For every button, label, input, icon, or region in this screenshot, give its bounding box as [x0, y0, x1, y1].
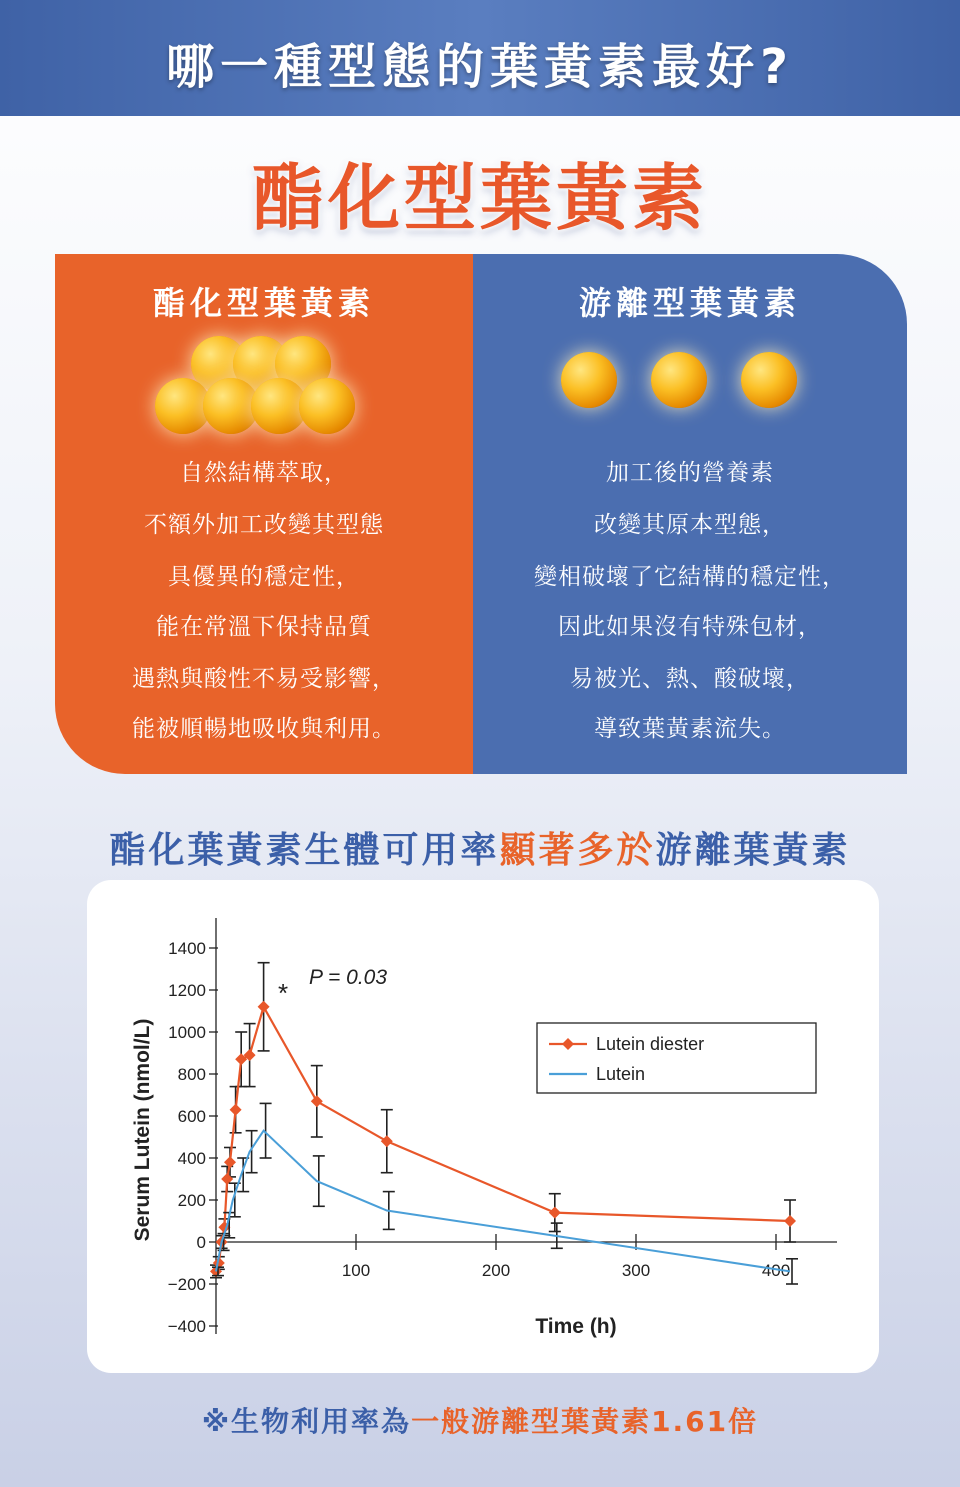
esterified-desc-line: 能被順暢地吸收與利用。 [132, 716, 396, 742]
free-desc-line: 易被光、熱、酸破壞， [570, 666, 810, 692]
free-desc-line: 導致葉黃素流失。 [594, 716, 786, 742]
section-title [0, 822, 960, 873]
free-desc-line: 變相破壞了它結構的穩定性， [534, 564, 846, 590]
esterified-desc-line: 自然結構萃取， [180, 460, 348, 486]
data-point-diamond [311, 1095, 323, 1107]
molecule-ball-icon [741, 352, 797, 408]
hero-title: 酯化型葉黃素 [251, 156, 708, 240]
free-desc-line: 因此如果沒有特殊包材， [558, 614, 822, 640]
y-tick-label: 600 [177, 1107, 206, 1126]
esterified-lutein-panel [55, 254, 473, 774]
molecule-ball-icon [299, 378, 355, 434]
data-point-diamond [381, 1135, 393, 1147]
y-tick-label: −200 [167, 1275, 206, 1294]
significance-marker: * [278, 978, 289, 1008]
esterified-desc-line: 不額外加工改變其型態 [144, 512, 384, 538]
footer-note-highlight: 一般游離型葉黃素1.61倍 [411, 1405, 759, 1438]
x-tick-label: 400 [761, 1261, 791, 1280]
chart-card [87, 880, 879, 1373]
y-tick-label: 0 [196, 1233, 206, 1252]
x-axis-label: Time (h) [535, 1315, 617, 1338]
y-tick-label: 1400 [168, 939, 206, 958]
free-desc-line: 加工後的營養素 [606, 460, 774, 486]
y-tick-label: 400 [177, 1149, 206, 1168]
data-point-diamond [784, 1215, 796, 1227]
molecule-ball-icon [561, 352, 617, 408]
data-point-diamond [258, 1001, 270, 1013]
y-tick-label: −400 [167, 1317, 206, 1336]
esterified-desc-line: 具優異的穩定性， [168, 564, 360, 590]
esterified-lutein-heading: 酯化型葉黃素 [152, 284, 375, 322]
footer-note-prefix: ※生物利用率為 [201, 1405, 412, 1438]
x-tick-label: 200 [481, 1261, 511, 1280]
free-lutein-heading: 游離型葉黃素 [578, 284, 801, 322]
y-tick-label: 1200 [168, 981, 206, 1000]
section-title-part2: 游離葉黃素 [655, 830, 851, 871]
y-axis-label: Serum Lutein (nmol/L) [131, 1018, 154, 1242]
page-title: 哪一種型態的葉黃素最好? [166, 39, 794, 95]
section-title-highlight: 顯著多於 [499, 830, 656, 871]
series-line-lutein [216, 1131, 790, 1272]
x-tick-label: 100 [341, 1261, 371, 1280]
legend-label: Lutein [596, 1064, 646, 1084]
section-title-part1: 酯化葉黃素生體可用率 [109, 830, 500, 871]
footer-note [0, 1400, 960, 1440]
lutein-chart [87, 880, 879, 1373]
esterified-desc-line: 遇熱與酸性不易受影響， [132, 666, 396, 692]
y-tick-label: 800 [177, 1065, 206, 1084]
y-tick-label: 200 [177, 1191, 206, 1210]
x-tick-label: 300 [621, 1261, 651, 1280]
legend-label: Lutein diester [596, 1034, 705, 1054]
y-tick-label: 1000 [168, 1023, 206, 1042]
molecule-ball-icon [651, 352, 707, 408]
esterified-desc-line: 能在常溫下保持品質 [156, 614, 372, 640]
data-point-diamond [549, 1207, 561, 1219]
p-value-annotation: P = 0.03 [309, 966, 388, 989]
data-point-diamond [230, 1104, 242, 1116]
free-desc-line: 改變其原本型態， [594, 512, 786, 538]
free-lutein-panel [473, 254, 907, 774]
